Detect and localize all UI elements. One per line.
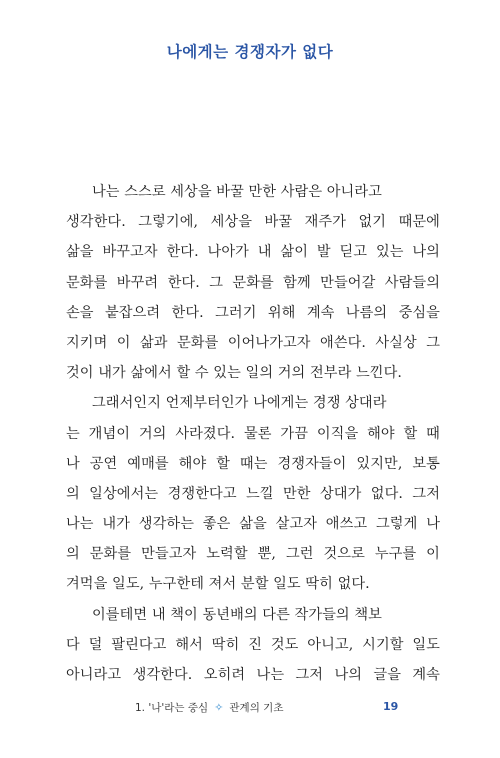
page-number: 19	[383, 700, 399, 713]
text-line: 나 공연 예매를 해야 할 때는 경쟁자들이 있지만, 보통	[66, 455, 440, 472]
text-line: 손을 붙잡으려 한다. 그러기 위해 계속 나름의 중심을	[66, 304, 440, 321]
text-line: 겨먹을 일도, 누구한테 져서 분할 일도 딱히 없다.	[66, 576, 370, 593]
text-line: 나는 내가 생각하는 좋은 삶을 살고자 애쓰고 그렇게 나	[66, 516, 440, 533]
text-line: 아니라고 생각한다. 오히려 나는 그저 나의 글을 계속	[66, 667, 440, 683]
text-line: 생각한다. 그렇기에, 세상을 바꿀 재주가 없기 때문에	[66, 214, 440, 231]
body-text	[66, 177, 440, 690]
text-line: 것이 내가 삶에서 할 수 있는 일의 거의 전부라 느낀다.	[66, 365, 403, 382]
text-line: 나는 스스로 세상을 바꿀 만한 사람은 아니라고	[92, 184, 382, 200]
text-line: 는 개념이 거의 사라졌다. 물론 가끔 이직을 해야 할 때	[66, 425, 440, 442]
section-label: 1. '나'라는 중심	[135, 702, 209, 714]
text-line: 그래서인지 언제부터인가 나에게는 경쟁 상대라	[92, 395, 387, 412]
section-subtitle: 관계의 기초	[229, 702, 284, 714]
running-head	[135, 700, 283, 715]
text-line: 문화를 바꾸려 한다. 그 문화를 함께 만들어갈 사람들의	[66, 274, 440, 291]
text-line: 의 문화를 만들고자 노력할 뿐, 그런 것으로 누구를 이	[66, 546, 440, 563]
text-line: 삶을 바꾸고자 한다. 나아가 내 삶이 발 딛고 있는 나의	[66, 244, 440, 261]
text-line: 다 덜 팔린다고 해서 딱히 진 것도 아니고, 시기할 일도	[66, 636, 440, 653]
text-line: 지키며 이 삶과 문화를 이어나가고자 애쓴다. 사실상 그	[66, 334, 440, 351]
text-line: 이를테면 내 책이 동년배의 다른 작가들의 책보	[92, 606, 382, 623]
page-footer	[0, 700, 500, 720]
diamond-sparkle-icon: ✧	[214, 701, 224, 714]
text-line: 의 일상에서는 경쟁한다고 느낄 만한 상대가 없다. 그저	[66, 485, 440, 502]
chapter-title: 나에게는 경쟁자가 없다	[166, 43, 334, 61]
